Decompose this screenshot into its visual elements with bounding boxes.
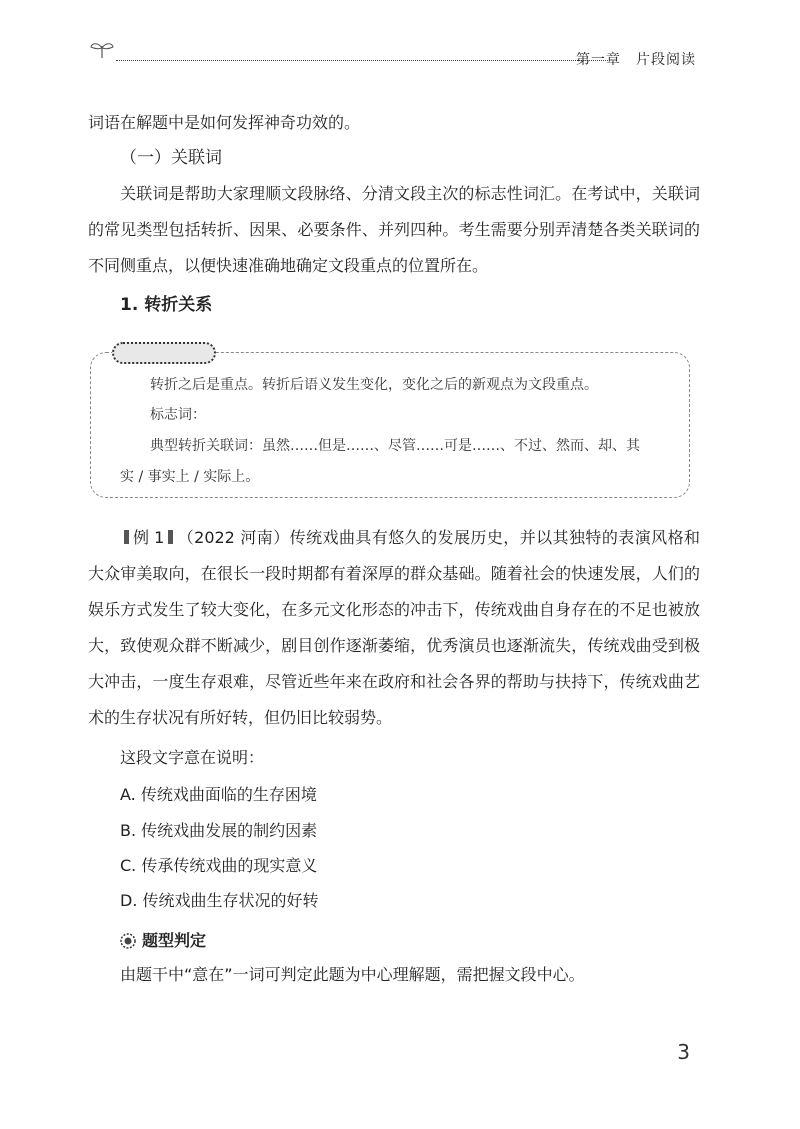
note-line-1: 转折之后是重点。转折后语义发生变化，变化之后的新观点为文段重点。 [150, 377, 598, 393]
gear-badge-icon [120, 933, 136, 949]
intro-line: 词语在解题中是如何发挥神奇功效的。 [88, 113, 361, 132]
section-paragraph [88, 176, 700, 284]
note-line-4: 实 / 事实上 / 实际上。 [120, 469, 260, 485]
section-paragraph-text: 关联词是帮助大家理顺文段脉络、分清文段主次的标志性词汇。在考试中，关联词的常见类型包括转折、因果、必要条件、并列四种。考生需要分别弄清楚各类关联词的不同侧重点，以便快速准确地确定文段重点的位置所在。 [88, 184, 700, 275]
sprout-logo-icon [88, 40, 116, 60]
example-badge [120, 520, 177, 556]
judgement-title: 题型判定 [142, 931, 207, 950]
example-badge-label: 例 1 [133, 528, 165, 547]
option-c: C. 传承传统戏曲的现实意义 [120, 856, 318, 875]
page-header [88, 40, 700, 70]
note-tab-badge [112, 342, 216, 364]
badge-left-bar [124, 530, 129, 544]
section-title: （一）关联词 [120, 148, 222, 168]
page-number: 3 [677, 1040, 690, 1064]
example-passage [88, 520, 700, 736]
question-stem: 这段文字意在说明： [120, 748, 265, 767]
chapter-title: 第一章 片段阅读 [576, 52, 696, 68]
option-b: B. 传统戏曲发展的制约因素 [120, 821, 318, 840]
note-line-2: 标志词： [150, 407, 206, 423]
header-rule [116, 60, 608, 61]
judgement-text: 由题干中“意在”一词可判定此题为中心理解题，需把握文段中心。 [120, 965, 585, 984]
option-a: A. 传统戏曲面临的生存困境 [120, 785, 317, 804]
example-body: （2022 河南）传统戏曲具有悠久的发展历史，并以其独特的表演风格和大众审美取向，在很长一段时期都有着深厚的群众基础。随着社会的快速发展，人们的娱乐方式发生了较大变化，在多元文化形态的冲击下，传统戏曲自身存在的不足也被放大，致使观众群不断减少，剧目创作逐渐萎缩，优秀演员也逐渐流失，传统戏曲受到极大冲击，一度生存艰难，尽管近些年来在政府和社会各界的帮助与扶持下，传统戏曲艺术的生存状况有所好转，但仍旧比较弱势。 [88, 528, 700, 727]
subsection-title: 1. 转折关系 [120, 295, 213, 315]
option-d: D. 传统戏曲生存状况的好转 [120, 891, 319, 910]
badge-right-bar [168, 530, 173, 544]
note-line-3: 典型转折关联词：虽然……但是……、尽管……可是……、不过、然而、却、其 [150, 438, 640, 454]
